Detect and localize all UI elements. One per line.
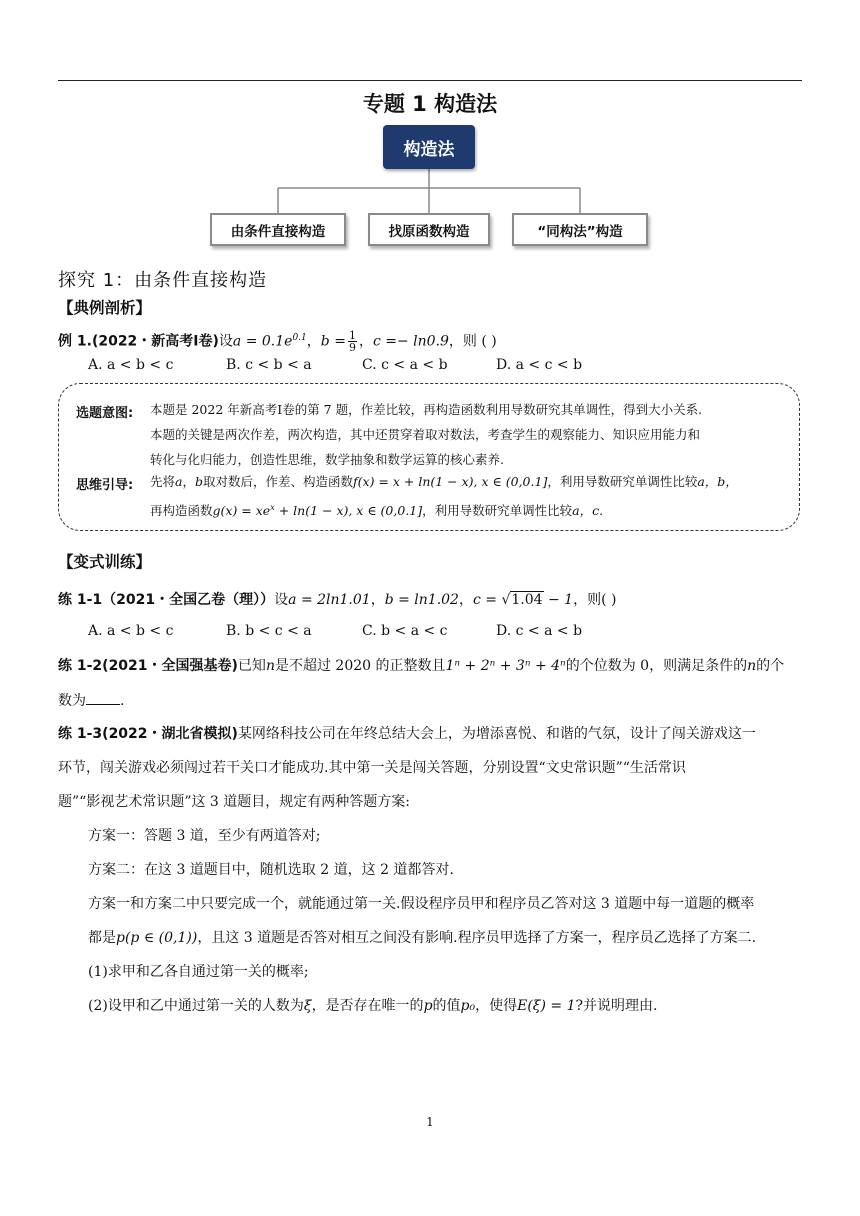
exercise-1-3-question-1: (1)求甲和乙各自通过第一关的概率; [88, 964, 309, 980]
intent-label: 选题意图: [76, 406, 134, 421]
exercise-1-1-option-b: B. b < c < a [226, 623, 312, 639]
exercise-1-3-line-7: 都是p(p ∈ (0,1))，且这 3 道题是否答对相互之间没有影响.程序员甲选择了方案一，程序员乙选择了方案二. [88, 930, 757, 946]
exercise-1-3-line-2: 环节，闯关游戏必须闯过若干关口才能成功.其中第一关是闯关答题，分别设置“文史常识题”“生活常识 [58, 760, 686, 776]
exercise-1-3-line-6: 方案一和方案二中只要完成一个，就能通过第一关.假设程序员甲和程序员乙答对这 3 道题中每一道题的概率 [88, 896, 755, 912]
mindmap-child-antiderivative: 找原函数构造 [368, 213, 490, 246]
example-1-option-a: A. a < b < c [88, 357, 174, 373]
example-1-option-b: B. c < b < a [226, 357, 312, 373]
intent-line-2: 本题的关键是两次作差，两次构造，其中还贯穿着取对数法，考查学生的观察能力、知识应用能力和 [150, 427, 701, 442]
example-1-option-d: D. a < c < b [496, 357, 583, 373]
variant-heading: 【变式训练】 [58, 553, 152, 571]
example-1-stem: 例 1.(2022・新高考Ⅰ卷)设$a = 0.1e^{0.1}$，b = $\frac{1}{9}$ ，c =− ln0.9，则 ( ) [58, 329, 497, 355]
page-number: 1 [426, 1115, 434, 1129]
exercise-1-1-option-d: D. c < a < b [496, 623, 583, 639]
example-1-option-c: C. c < a < b [362, 357, 448, 373]
exercise-1-1-option-a: A. a < b < c [88, 623, 174, 639]
exercise-1-3-line-3: 题”“影视艺术常识题”这 3 道题目，规定有两种答题方案: [58, 794, 410, 810]
exercise-1-2-line-1: 练 1-2(2021・全国强基卷)已知n是不超过 2020 的正整数且1ⁿ + 2ⁿ + 3ⁿ + 4ⁿ的个位数为 0，则满足条件的n的个 [58, 658, 785, 674]
exercise-1-3-plan-1: 方案一：答题 3 道，至少有两道答对; [88, 828, 321, 844]
guide-line-2: 再构造函数$g(x) = xe^x + \ln(1 - x)$, x ∈ (0,0.1]，利用导数研究单调性比较a，c. [150, 503, 604, 519]
page-title: 专题 1 构造法 [362, 92, 498, 116]
intent-line-3: 转化与化归能力，创造性思维，数学抽象和数学运算的核心素养. [150, 452, 504, 467]
answer-blank [86, 690, 120, 705]
exercise-1-1-option-c: C. b < a < c [362, 623, 448, 639]
mindmap-child-direct: 由条件直接构造 [210, 213, 346, 246]
guide-line-1: 先将a，b取对数后，作差、构造函数f(x) = x + ln(1 − x), x ∈ (0,0.1]，利用导数研究单调性比较a，b， [150, 474, 738, 489]
intent-line-1: 本题是 2022 年新高考Ⅰ卷的第 7 题，作差比较，再构造函数利用导数研究其单调性，得到大小关系. [150, 402, 703, 417]
exercise-1-3-line-1: 练 1-3(2022・湖北省模拟)某网络科技公司在年终总结大会上，为增添喜悦、和谐的气氛，设计了闯关游戏这一 [58, 726, 756, 742]
exercise-1-3-plan-2: 方案二：在这 3 道题目中，随机选取 2 道，这 2 道都答对. [88, 862, 454, 878]
section-heading: 探究 1：由条件直接构造 [58, 270, 268, 291]
exercise-1-2-line-2: 数为 . [58, 690, 124, 711]
exercise-1-1-stem: 练 1-1（2021・全国乙卷（理））设a = 2ln1.01，b = ln1.02，c = √1.04 − 1，则( ) [58, 592, 617, 608]
mindmap-child-isomorphism: “同构法”构造 [512, 213, 648, 246]
example-heading: 【典例剖析】 [58, 299, 152, 317]
guide-label: 思维引导: [76, 478, 134, 493]
exercise-1-3-question-2: (2)设甲和乙中通过第一关的人数为ξ，是否存在唯一的p的值p₀，使得E(ξ) = 1?并说明理由. [88, 998, 658, 1014]
mindmap-root: 构造法 [383, 125, 475, 169]
